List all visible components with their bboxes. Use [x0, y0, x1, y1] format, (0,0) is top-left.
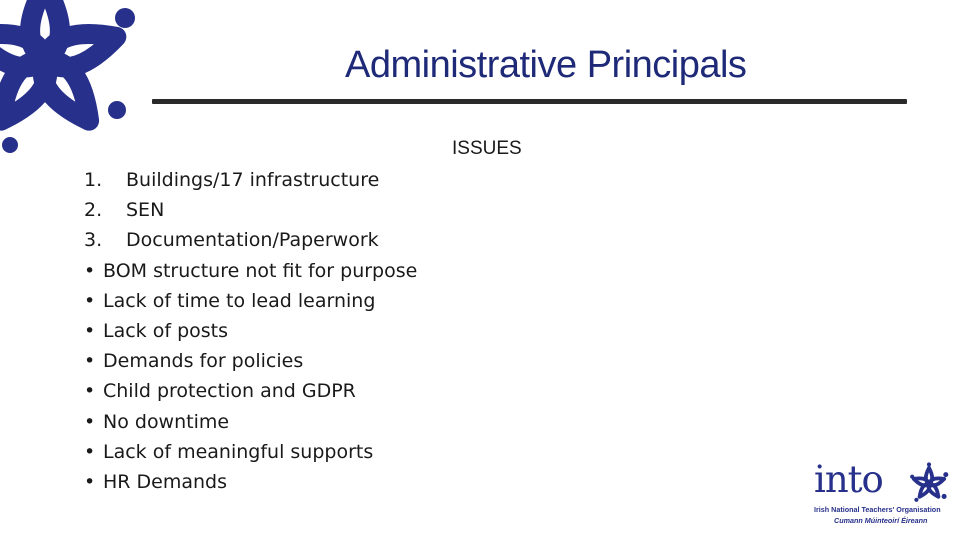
bullet-icon: • [84, 259, 96, 282]
list-number: 2. [84, 199, 103, 222]
list-item-text: HR Demands [103, 470, 228, 493]
list-item-text: Lack of meaningful supports [103, 440, 374, 463]
list-item-text: Child protection and GDPR [103, 380, 356, 403]
bullet-icon: • [84, 319, 96, 342]
bullet-icon: • [84, 289, 96, 312]
list-item [84, 286, 417, 316]
corner-emblem-icon [0, 0, 145, 160]
list-item [84, 407, 417, 437]
into-star-emblem-icon [908, 462, 950, 504]
list-item [84, 225, 417, 255]
issues-heading: ISSUES [452, 138, 522, 159]
logo-english-name: Irish National Teachers' Organisation [814, 505, 941, 514]
list-item [84, 376, 417, 406]
logo-wordmark: into [814, 458, 883, 501]
list-item [84, 346, 417, 376]
list-item [84, 437, 417, 467]
list-item-text: Demands for policies [103, 350, 304, 373]
list-item [84, 165, 417, 195]
list-number: 3. [84, 229, 103, 252]
bullet-icon: • [84, 350, 96, 373]
list-item-text: No downtime [103, 410, 230, 433]
list-item [84, 467, 417, 497]
slide-title: Administrative Principals [345, 44, 747, 86]
list-item-text: Documentation/Paperwork [126, 229, 379, 252]
list-item [84, 195, 417, 225]
bullet-icon: • [84, 380, 96, 403]
list-number: 1. [84, 169, 103, 191]
list-item [84, 256, 417, 286]
list-item-text: SEN [126, 199, 165, 222]
list-item-text: Buildings/17 infrastructure [126, 169, 380, 191]
list-item-text: Lack of time to lead learning [103, 289, 376, 312]
into-logo [812, 458, 952, 532]
bullet-icon: • [84, 410, 96, 433]
bullet-icon: • [84, 470, 96, 493]
logo-irish-name: Cumann Múinteoirí Éireann [834, 516, 928, 525]
list-item [84, 316, 417, 346]
issues-list [84, 165, 417, 497]
bullet-icon: • [84, 440, 96, 463]
list-item-text: BOM structure not fit for purpose [103, 259, 418, 282]
title-underline [152, 99, 907, 104]
list-item-text: Lack of posts [103, 319, 229, 342]
